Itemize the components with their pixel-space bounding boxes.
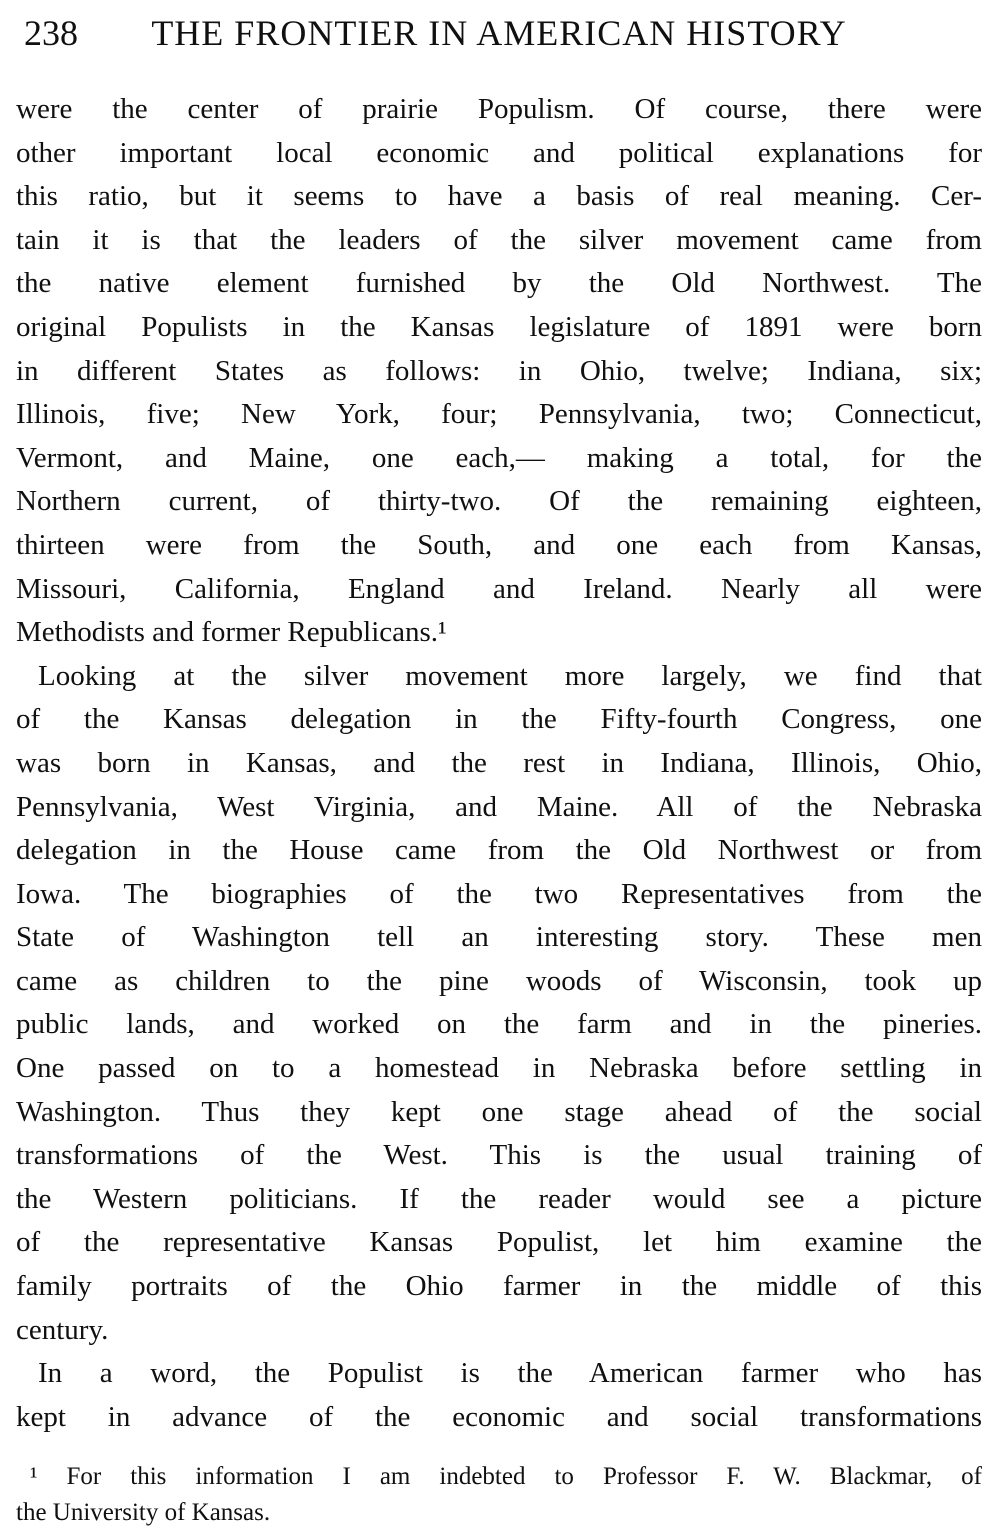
text-line: this ratio, but it seems to have a basis of real meaning. Cer-	[16, 180, 982, 213]
text-line: State of Washington tell an interesting story. These men	[16, 921, 982, 954]
text-line: Iowa. The biographies of the two Representatives from the	[16, 877, 982, 910]
text-line: of the representative Kansas Populist, let him examine the	[16, 1226, 982, 1259]
footnote-line: ¹ For this information I am indebted to Professor F. W. Blackmar, of	[30, 1463, 982, 1491]
text-line: In a word, the Populist is the American farmer who has	[38, 1357, 982, 1390]
paragraph-3	[16, 1352, 982, 1439]
text-line: One passed on to a homestead in Nebraska before settling in	[16, 1052, 982, 1085]
text-line: came as children to the pine woods of Wisconsin, took up	[16, 964, 982, 997]
text-line: kept in advance of the economic and social transformations	[16, 1400, 982, 1433]
text-line: tain it is that the leaders of the silver movement came from	[16, 223, 982, 256]
page-number: 238	[24, 13, 78, 53]
footnote	[16, 1459, 982, 1531]
text-line: Vermont, and Maine, one each,— making a total, for the	[16, 441, 982, 474]
text-line: family portraits of the Ohio farmer in the middle of this	[16, 1270, 982, 1303]
page-body	[16, 88, 982, 1439]
text-line: Washington. Thus they kept one stage ahead of the social	[16, 1095, 982, 1128]
text-line: delegation in the House came from the Old Northwest or from	[16, 834, 982, 867]
text-line: was born in Kansas, and the rest in Indiana, Illinois, Ohio,	[16, 746, 982, 779]
text-line: the native element furnished by the Old Northwest. The	[16, 267, 982, 300]
text-line: Pennsylvania, West Virginia, and Maine. All of the Nebraska	[16, 790, 982, 823]
text-line: Looking at the silver movement more largely, we find that	[38, 659, 982, 692]
text-line: were the center of prairie Populism. Of course, there were	[16, 93, 982, 125]
paragraph-1	[16, 88, 982, 655]
text-line: of the Kansas delegation in the Fifty-fourth Congress, one	[16, 703, 982, 736]
text-line: century.	[16, 1313, 109, 1346]
text-line: thirteen were from the South, and one each from Kansas,	[16, 528, 982, 561]
page-header	[16, 12, 982, 54]
text-line: transformations of the West. This is the usual training of	[16, 1139, 982, 1172]
text-line: original Populists in the Kansas legislature of 1891 were born	[16, 310, 982, 343]
text-line: other important local economic and political explanations for	[16, 136, 982, 169]
text-line: the Western politicians. If the reader would see a picture	[16, 1182, 982, 1215]
paragraph-2	[16, 655, 982, 1353]
running-title: THE FRONTIER IN AMERICAN HISTORY	[151, 13, 847, 53]
footnote-line: the University of Kansas.	[16, 1499, 271, 1527]
text-line: Methodists and former Republicans.¹	[16, 616, 447, 649]
text-line: in different States as follows: in Ohio, twelve; Indiana, six;	[16, 354, 982, 387]
text-line: public lands, and worked on the farm and in the pineries.	[16, 1008, 982, 1041]
text-line: Missouri, California, England and Ireland. Nearly all were	[16, 572, 982, 605]
text-line: Northern current, of thirty-two. Of the remaining eighteen,	[16, 485, 982, 518]
text-line: Illinois, five; New York, four; Pennsylvania, two; Connecticut,	[16, 398, 982, 431]
